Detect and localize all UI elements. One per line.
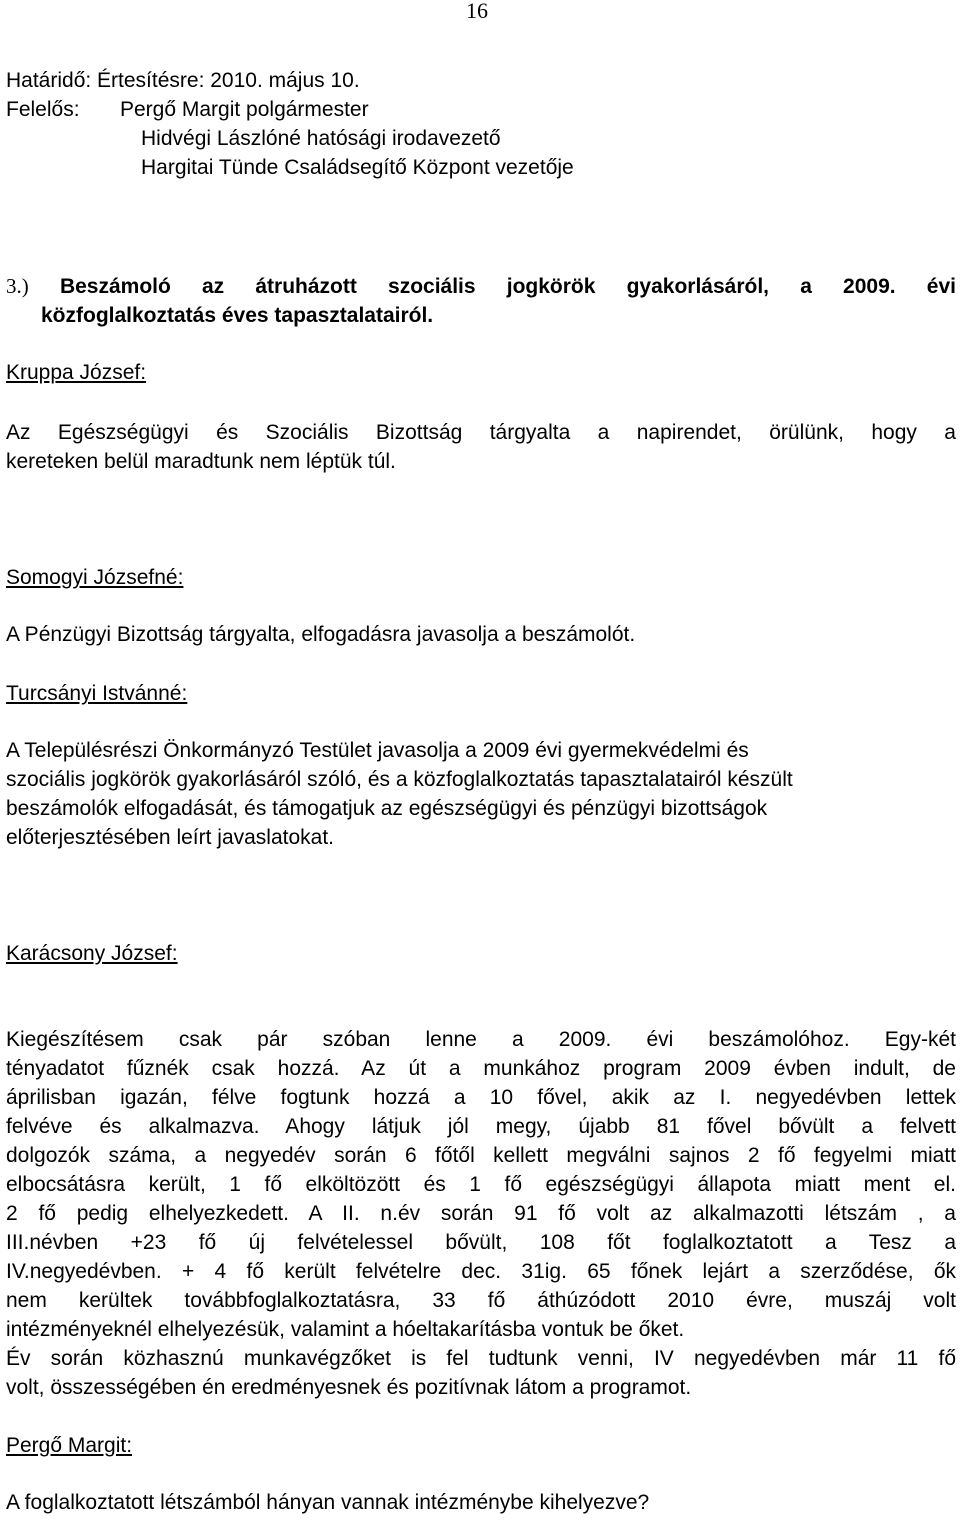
speaker-name: Pergő Margit: [6,1434,133,1457]
responsible-row [6,95,956,124]
agenda-item [6,272,956,330]
agenda-title-line-2: közfoglalkoztatás éves tapasztalatairól. [41,304,434,327]
agenda-number: 3.) [6,274,29,298]
speaker-name: Turcsányi Istvánné: [6,682,188,705]
agenda-title-line-1: 3.) Beszámoló az átruházott szociális jogkörök gyakorlásáról, a 2009. évi [6,274,956,298]
header-block [6,66,956,182]
speaker-name: Kruppa József: [6,361,147,384]
speaker-label [6,679,956,708]
deadline-text: Határidő: Értesítésre: 2010. május 10. [6,69,360,92]
speech-text: A Pénzügyi Bizottság tárgyalta, elfogadásra javasolja a beszámolót. [6,623,636,646]
speech-text: A foglalkoztatott létszámból hányan vannak intézménybe kihelyezve? [6,1491,650,1514]
speaker-label [6,1431,956,1460]
responsible-person-2: Hidvégi Lászlóné hatósági irodavezető [141,127,501,150]
speaker-label [6,563,956,592]
speaker-name: Somogyi Józsefné: [6,566,184,589]
speech-text: Kiegészítésem csak pár szóban lenne a 2009. évi beszámolóhoz. Egy-két tényadatot fűznék csak hozzá. Az út a munkához program 2009 évben indult, de áprilisban igazán, félve fogtunk hozzá a 10 fővel, akik az I. negyedévben lettek felvéve és alkalmazva. Ahogy látjuk jól megy, újabb 81 fővel bővült a felvett dolgozók száma, a negyedév során 6 főtől kellett megválni sajnos 2 fő fegyelmi miatt elbocsátásra került, 1 fő elköltözött és 1 fő egészségügyi állapota miatt ment el. 2 fő pedig elhelyezkedett. A II. n.év során 91 fő volt az alkalmazotti létszám , a III.névben +23 fő új felvételessel bővült, 108 főt foglalkoztatott a Tesz a IV.negyedévben. + 4 fő került felvételre dec. 31ig. 65 főnek lejárt a szerződése, ők nem kerültek továbbfoglalkoztatásra, 33 fő áthúzódott 2010 évre, muszáj volt intézményeknél elhelyezésük, valamint a hóeltakarításba vontuk be őket. Év során közhasznú munkavégzőket is fel tudtunk venni, IV negyedévben már 11 fő volt, összességében én eredményesnek és pozitívnak látom a programot. [6,1028,956,1399]
speech-text: A Településrészi Önkormányzó Testület javasolja a 2009 évi gyermekvédelmi és szociális jogkörök gyakorlásáról szóló, és a közfoglalkoztatás tapasztalatairól készült beszámolók elfogadását, és támogatjuk az egészségügyi és pénzügyi bizottságok előterjesztésében leírt javaslatokat. [6,739,793,849]
speaker-label [6,939,956,968]
responsible-person-1: Pergő Margit polgármester [120,98,369,121]
page-number: 16 [466,0,488,23]
responsible-person-3: Hargitai Tünde Családsegítő Központ vezetője [141,156,574,179]
responsible-label: Felelős: [6,98,80,121]
speech-text: Az Egészségügyi és Szociális Bizottság tárgyalta a napirendet, örülünk, hogy a kereteken belül maradtunk nem léptük túl. [6,421,956,473]
speaker-name: Karácsony József: [6,942,178,965]
speaker-label [6,358,956,387]
